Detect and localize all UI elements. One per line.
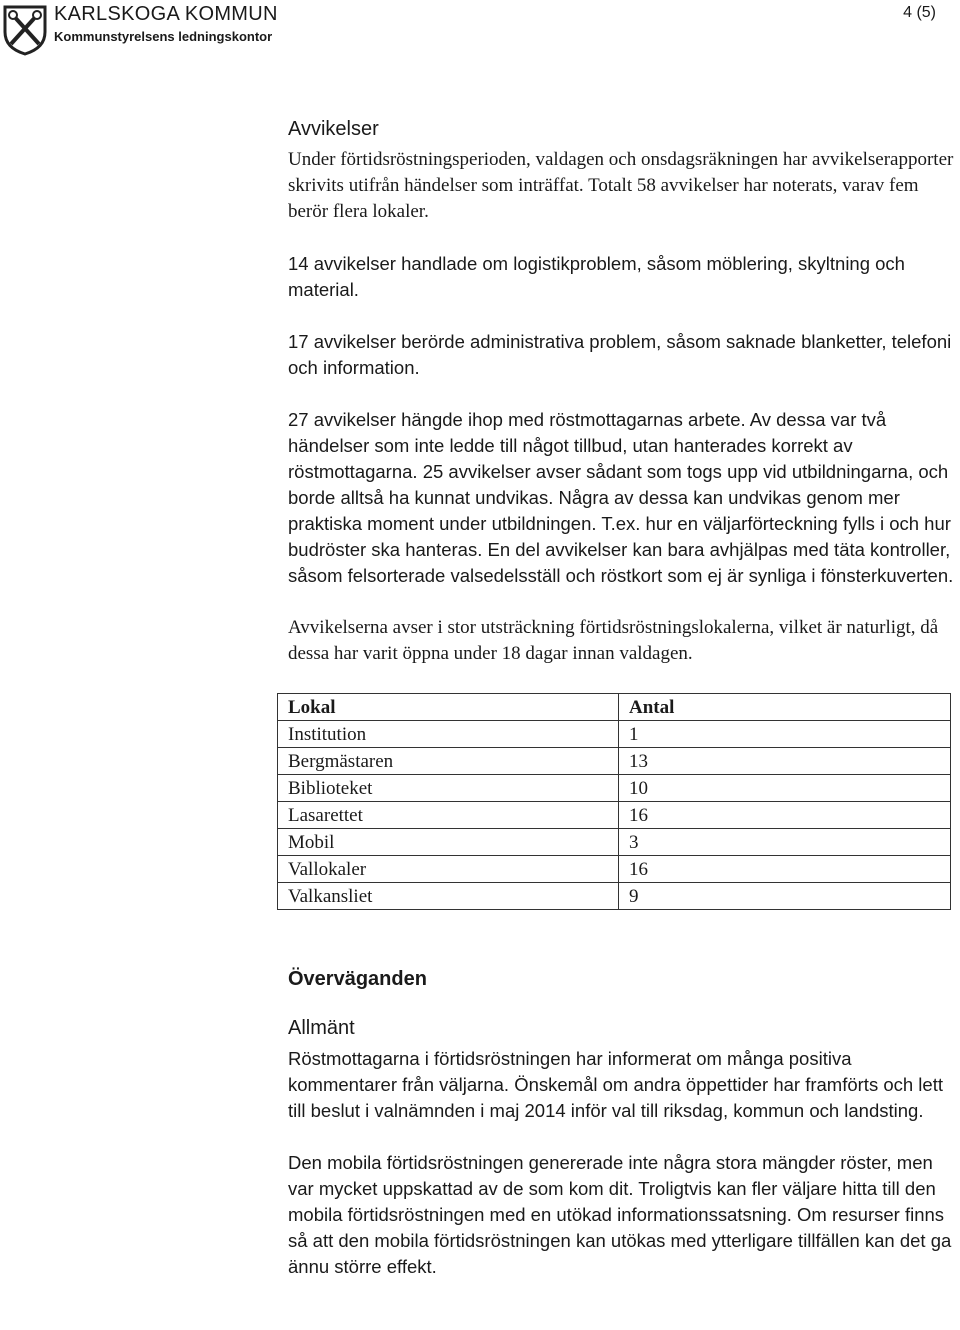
table-cell: 1	[619, 721, 951, 748]
table-cell: Lasarettet	[278, 802, 619, 829]
table-cell: Biblioteket	[278, 775, 619, 802]
table-cell: 16	[619, 856, 951, 883]
section-heading-overvaganden: Överväganden	[288, 968, 427, 990]
table-cell: Vallokaler	[278, 856, 619, 883]
table-cell: 9	[619, 883, 951, 910]
paragraph: Under förtidsröstningsperioden, valdagen och onsdagsräkningen har avvikelserapporter skrivits utifrån händelser som inträffat. Totalt 58 avvikelser har noterats, varav fem berör flera lokaler.	[288, 149, 954, 222]
table-cell: 3	[619, 829, 951, 856]
table-cell: 16	[619, 802, 951, 829]
table-cell: 10	[619, 775, 951, 802]
table-row	[278, 748, 951, 775]
page-header	[0, 0, 960, 60]
section-heading-avvikelser: Avvikelser	[288, 118, 379, 140]
table-row	[278, 721, 951, 748]
table-cell: Valkansliet	[278, 883, 619, 910]
avvikelser-table	[277, 693, 951, 910]
column-header-antal: Antal	[619, 694, 951, 721]
organization-unit: Kommunstyrelsens ledningskontor	[54, 29, 273, 44]
paragraph: 27 avvikelser hängde ihop med röstmottagarnas arbete. Av dessa var två händelser som inte ledde till något tillbud, utan hanterades korrekt av röstmottagarna. 25 avvikelser avser sådant som togs upp vid utbildningarna, och borde alltså ha kunnat undvikas. Några av dessa kan undvikas genom mer praktiska moment under utbildningen. T.ex. hur en väljarförteckning fylls i och hur budröster ska hanteras. En del avvikelser kan bara avhjälpas med täta kontroller, såsom felsorterade valsedelsställ och röstkort som ej är synliga i fönsterkuverten.	[288, 409, 954, 586]
coat-of-arms-logo-icon	[2, 4, 48, 56]
document-body	[288, 118, 956, 1306]
paragraph: 17 avvikelser berörde administrativa problem, såsom saknade blanketter, telefoni och information.	[288, 331, 952, 378]
table-row	[278, 775, 951, 802]
table-cell: Mobil	[278, 829, 619, 856]
paragraph: 14 avvikelser handlade om logistikproblem, såsom möblering, skyltning och material.	[288, 253, 905, 300]
table-row	[278, 829, 951, 856]
organization-name: KARLSKOGA KOMMUN	[54, 3, 278, 25]
page-number: 4 (5)	[903, 4, 936, 21]
table-cell: Bergmästaren	[278, 748, 619, 775]
table-row	[278, 802, 951, 829]
column-header-lokal: Lokal	[278, 694, 619, 721]
paragraph: Avvikelserna avser i stor utsträckning förtidsröstningslokalerna, vilket är naturligt, då dessa har varit öppna under 18 dagar innan valdagen.	[288, 617, 939, 664]
table-row	[278, 856, 951, 883]
table-cell: Institution	[278, 721, 619, 748]
paragraph: Röstmottagarna i förtidsröstningen har informerat om många positiva kommentarer från väljarna. Önskemål om andra öppettider har framförts och lett till beslut i valnämnden i maj 2014 inför val till riksdag, kommun och landsting.	[288, 1048, 943, 1121]
table-header-row	[278, 694, 951, 721]
table-row	[278, 883, 951, 910]
subheading-allmant: Allmänt	[288, 1017, 355, 1039]
table-cell: 13	[619, 748, 951, 775]
paragraph: Den mobila förtidsröstningen genererade inte några stora mängder röster, men var mycket uppskattad av de som kom dit. Troligtvis kan fler väljare hitta till den mobila förtidsröstningen med en utökad informationssatsning. Om resurser finns så att den mobila förtidsröstningen kan utökas med ytterligare tillfällen kan det ga ännu större effekt.	[288, 1152, 952, 1277]
